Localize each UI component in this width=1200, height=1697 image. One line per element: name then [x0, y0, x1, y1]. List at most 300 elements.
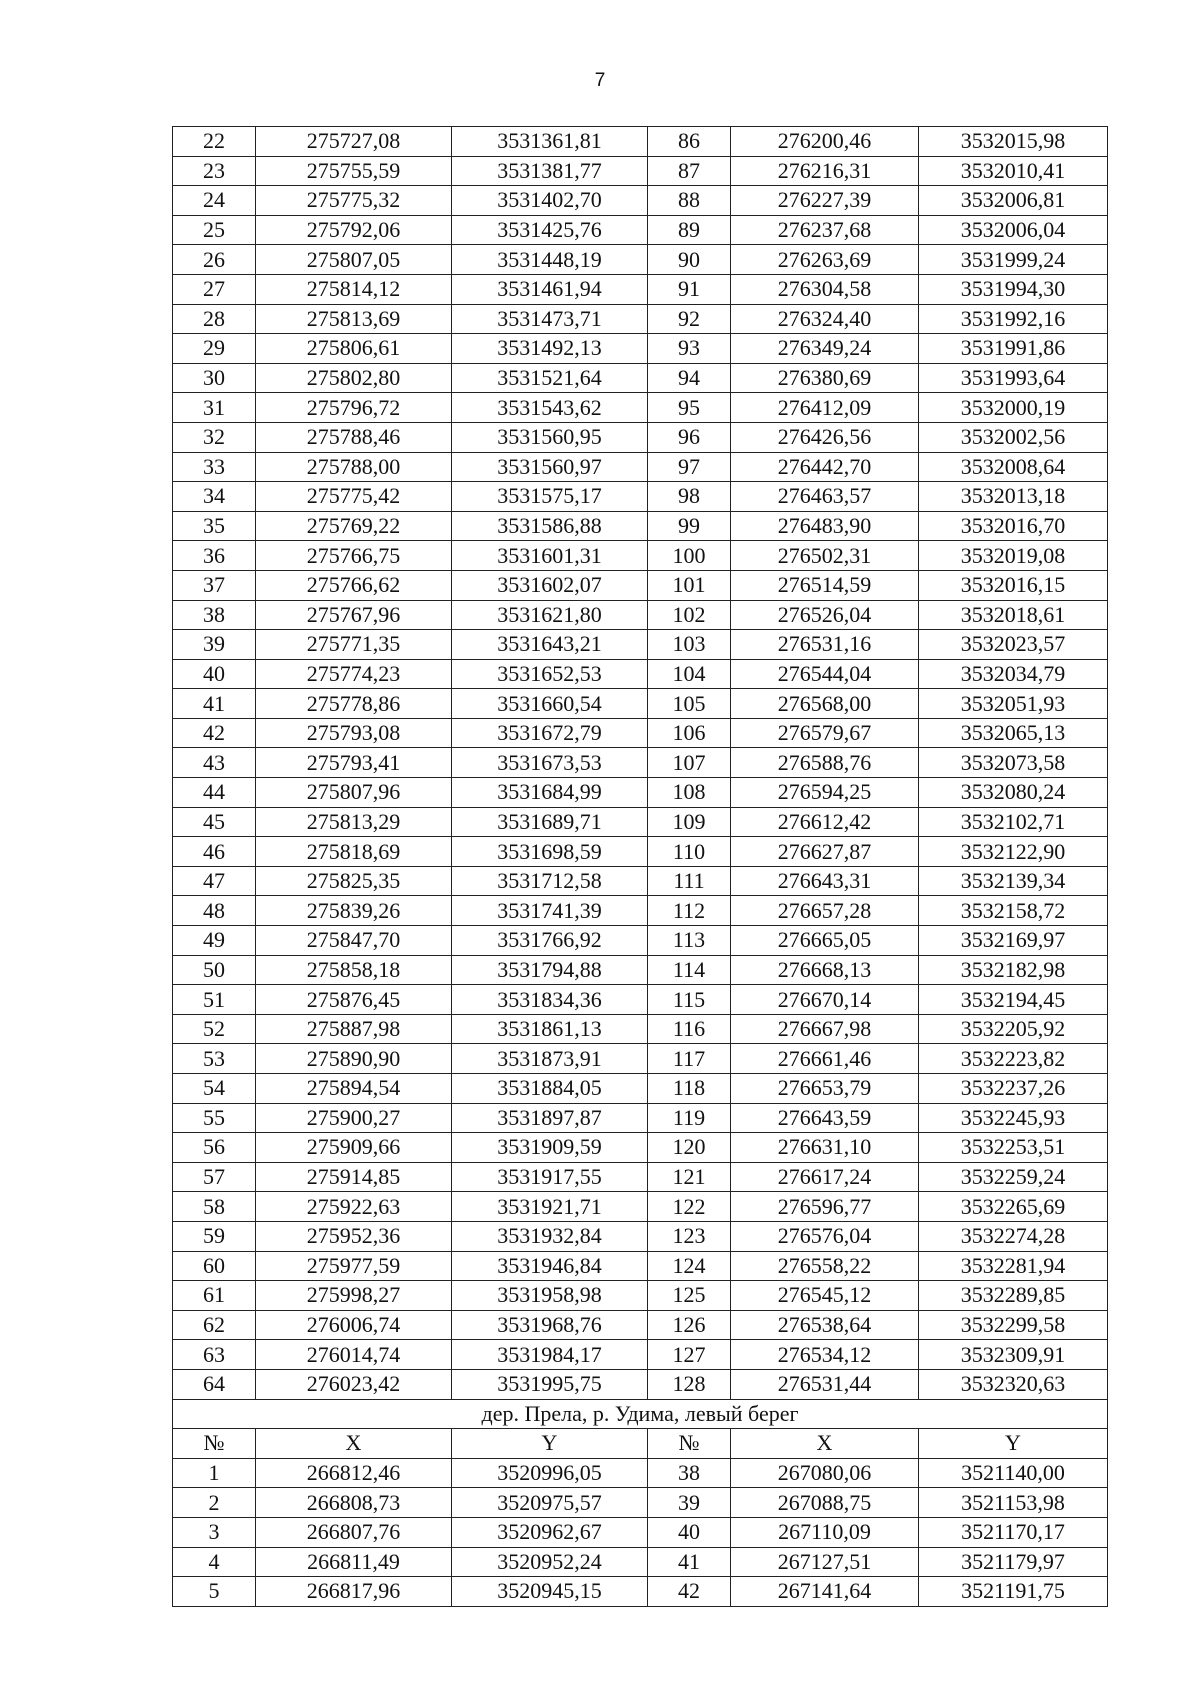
y-coordinate-cell: 3532205,92 [919, 1014, 1108, 1044]
y-coordinate-cell: 3532016,70 [919, 511, 1108, 541]
x-coordinate-cell: 267110,09 [731, 1517, 919, 1547]
y-coordinate-cell: 3521170,17 [919, 1517, 1108, 1547]
coordinates-table-top-section [173, 127, 1108, 1400]
point-number-cell: 102 [648, 600, 731, 630]
table-row [173, 1369, 1108, 1399]
y-coordinate-cell: 3532194,45 [919, 985, 1108, 1015]
point-number-cell: 114 [648, 955, 731, 985]
x-coordinate-cell: 276526,04 [731, 600, 919, 630]
x-coordinate-cell: 276594,25 [731, 778, 919, 808]
y-coordinate-cell: 3531575,17 [452, 482, 648, 512]
table-row [173, 363, 1108, 393]
table-row [173, 1517, 1108, 1547]
point-number-cell: 111 [648, 866, 731, 896]
point-number-cell: 123 [648, 1221, 731, 1251]
point-number-cell: 64 [173, 1369, 256, 1399]
point-number-cell: 24 [173, 186, 256, 216]
point-number-cell: 107 [648, 748, 731, 778]
point-number-cell: 106 [648, 718, 731, 748]
y-coordinate-cell: 3531712,58 [452, 866, 648, 896]
y-coordinate-cell: 3532016,15 [919, 570, 1108, 600]
x-coordinate-cell: 275767,96 [256, 600, 452, 630]
point-number-cell: 52 [173, 1014, 256, 1044]
x-coordinate-cell: 275818,69 [256, 837, 452, 867]
coordinates-table-section-title [173, 1399, 1108, 1429]
x-coordinate-cell: 276237,68 [731, 215, 919, 245]
point-number-cell: 97 [648, 452, 731, 482]
x-coordinate-cell: 276514,59 [731, 570, 919, 600]
x-coordinate-cell: 276657,28 [731, 896, 919, 926]
x-coordinate-cell: 275890,90 [256, 1044, 452, 1074]
y-coordinate-cell: 3531946,84 [452, 1251, 648, 1281]
point-number-cell: 46 [173, 837, 256, 867]
x-coordinate-cell: 276531,16 [731, 630, 919, 660]
point-number-cell: 39 [648, 1488, 731, 1518]
y-coordinate-cell: 3531560,95 [452, 422, 648, 452]
section-title: дер. Прела, р. Удима, левый берег [173, 1399, 1108, 1429]
point-number-cell: 63 [173, 1340, 256, 1370]
point-number-cell: 1 [173, 1458, 256, 1488]
point-number-cell: 98 [648, 482, 731, 512]
y-coordinate-cell: 3531834,36 [452, 985, 648, 1015]
coordinates-table-bottom-section [173, 1458, 1108, 1606]
y-coordinate-cell: 3532006,04 [919, 215, 1108, 245]
y-coordinate-cell: 3532000,19 [919, 393, 1108, 423]
y-coordinate-cell: 3531381,77 [452, 156, 648, 186]
y-coordinate-cell: 3532299,58 [919, 1310, 1108, 1340]
y-coordinate-cell: 3532158,72 [919, 896, 1108, 926]
x-coordinate-cell: 275894,54 [256, 1074, 452, 1104]
point-number-cell: 38 [648, 1458, 731, 1488]
header-x: X [256, 1429, 452, 1459]
point-number-cell: 58 [173, 1192, 256, 1222]
y-coordinate-cell: 3531861,13 [452, 1014, 648, 1044]
y-coordinate-cell: 3531995,75 [452, 1369, 648, 1399]
y-coordinate-cell: 3521140,00 [919, 1458, 1108, 1488]
point-number-cell: 54 [173, 1074, 256, 1104]
table-row [173, 1458, 1108, 1488]
x-coordinate-cell: 276412,09 [731, 393, 919, 423]
y-coordinate-cell: 3531492,13 [452, 334, 648, 364]
table-row [173, 1133, 1108, 1163]
x-coordinate-cell: 275876,45 [256, 985, 452, 1015]
x-coordinate-cell: 275796,72 [256, 393, 452, 423]
x-coordinate-cell: 266812,46 [256, 1458, 452, 1488]
x-coordinate-cell: 276304,58 [731, 274, 919, 304]
x-coordinate-cell: 276538,64 [731, 1310, 919, 1340]
x-coordinate-cell: 266808,73 [256, 1488, 452, 1518]
x-coordinate-cell: 267088,75 [731, 1488, 919, 1518]
x-coordinate-cell: 275806,61 [256, 334, 452, 364]
point-number-cell: 108 [648, 778, 731, 808]
point-number-cell: 128 [648, 1369, 731, 1399]
y-coordinate-cell: 3531932,84 [452, 1221, 648, 1251]
point-number-cell: 47 [173, 866, 256, 896]
x-coordinate-cell: 276227,39 [731, 186, 919, 216]
point-number-cell: 33 [173, 452, 256, 482]
table-header-row [173, 1429, 1108, 1459]
y-coordinate-cell: 3531958,98 [452, 1281, 648, 1311]
point-number-cell: 117 [648, 1044, 731, 1074]
x-coordinate-cell: 275755,59 [256, 156, 452, 186]
point-number-cell: 113 [648, 926, 731, 956]
y-coordinate-cell: 3531992,16 [919, 304, 1108, 334]
x-coordinate-cell: 275839,26 [256, 896, 452, 926]
point-number-cell: 59 [173, 1221, 256, 1251]
x-coordinate-cell: 275998,27 [256, 1281, 452, 1311]
point-number-cell: 42 [648, 1577, 731, 1607]
point-number-cell: 124 [648, 1251, 731, 1281]
table-row [173, 955, 1108, 985]
point-number-cell: 88 [648, 186, 731, 216]
y-coordinate-cell: 3532309,91 [919, 1340, 1108, 1370]
y-coordinate-cell: 3532013,18 [919, 482, 1108, 512]
point-number-cell: 86 [648, 127, 731, 157]
table-row [173, 482, 1108, 512]
x-coordinate-cell: 276502,31 [731, 541, 919, 571]
table-row [173, 511, 1108, 541]
point-number-cell: 44 [173, 778, 256, 808]
y-coordinate-cell: 3531425,76 [452, 215, 648, 245]
y-coordinate-cell: 3532051,93 [919, 689, 1108, 719]
table-row [173, 807, 1108, 837]
point-number-cell: 51 [173, 985, 256, 1015]
y-coordinate-cell: 3532245,93 [919, 1103, 1108, 1133]
point-number-cell: 25 [173, 215, 256, 245]
header-number: № [173, 1429, 256, 1459]
x-coordinate-cell: 266807,76 [256, 1517, 452, 1547]
x-coordinate-cell: 276442,70 [731, 452, 919, 482]
section-title-row [173, 1399, 1108, 1429]
table-row [173, 1340, 1108, 1370]
x-coordinate-cell: 276014,74 [256, 1340, 452, 1370]
y-coordinate-cell: 3531917,55 [452, 1162, 648, 1192]
x-coordinate-cell: 266817,96 [256, 1577, 452, 1607]
point-number-cell: 121 [648, 1162, 731, 1192]
x-coordinate-cell: 275977,59 [256, 1251, 452, 1281]
x-coordinate-cell: 275775,32 [256, 186, 452, 216]
point-number-cell: 49 [173, 926, 256, 956]
header-y: Y [919, 1429, 1108, 1459]
x-coordinate-cell: 275952,36 [256, 1221, 452, 1251]
x-coordinate-cell: 276534,12 [731, 1340, 919, 1370]
point-number-cell: 32 [173, 422, 256, 452]
point-number-cell: 31 [173, 393, 256, 423]
point-number-cell: 61 [173, 1281, 256, 1311]
x-coordinate-cell: 275775,42 [256, 482, 452, 512]
y-coordinate-cell: 3531543,62 [452, 393, 648, 423]
header-x: X [731, 1429, 919, 1459]
x-coordinate-cell: 276463,57 [731, 482, 919, 512]
y-coordinate-cell: 3532274,28 [919, 1221, 1108, 1251]
y-coordinate-cell: 3531602,07 [452, 570, 648, 600]
y-coordinate-cell: 3521179,97 [919, 1547, 1108, 1577]
x-coordinate-cell: 275766,62 [256, 570, 452, 600]
x-coordinate-cell: 276324,40 [731, 304, 919, 334]
table-row [173, 215, 1108, 245]
point-number-cell: 60 [173, 1251, 256, 1281]
table-row [173, 156, 1108, 186]
table-row [173, 393, 1108, 423]
table-row [173, 689, 1108, 719]
y-coordinate-cell: 3531684,99 [452, 778, 648, 808]
x-coordinate-cell: 276568,00 [731, 689, 919, 719]
table-row [173, 866, 1108, 896]
x-coordinate-cell: 276579,67 [731, 718, 919, 748]
table-row [173, 985, 1108, 1015]
x-coordinate-cell: 276545,12 [731, 1281, 919, 1311]
table-row [173, 630, 1108, 660]
table-row [173, 274, 1108, 304]
point-number-cell: 23 [173, 156, 256, 186]
x-coordinate-cell: 276200,46 [731, 127, 919, 157]
y-coordinate-cell: 3531672,79 [452, 718, 648, 748]
y-coordinate-cell: 3531473,71 [452, 304, 648, 334]
point-number-cell: 57 [173, 1162, 256, 1192]
point-number-cell: 105 [648, 689, 731, 719]
y-coordinate-cell: 3531984,17 [452, 1340, 648, 1370]
point-number-cell: 90 [648, 245, 731, 275]
point-number-cell: 48 [173, 896, 256, 926]
y-coordinate-cell: 3531521,64 [452, 363, 648, 393]
table-row [173, 837, 1108, 867]
point-number-cell: 101 [648, 570, 731, 600]
x-coordinate-cell: 276531,44 [731, 1369, 919, 1399]
point-number-cell: 37 [173, 570, 256, 600]
y-coordinate-cell: 3531909,59 [452, 1133, 648, 1163]
point-number-cell: 27 [173, 274, 256, 304]
x-coordinate-cell: 267080,06 [731, 1458, 919, 1488]
table-row [173, 926, 1108, 956]
point-number-cell: 125 [648, 1281, 731, 1311]
y-coordinate-cell: 3532237,26 [919, 1074, 1108, 1104]
point-number-cell: 91 [648, 274, 731, 304]
x-coordinate-cell: 276263,69 [731, 245, 919, 275]
table-row [173, 186, 1108, 216]
table-row [173, 659, 1108, 689]
x-coordinate-cell: 276631,10 [731, 1133, 919, 1163]
table-row [173, 718, 1108, 748]
y-coordinate-cell: 3532080,24 [919, 778, 1108, 808]
table-row [173, 541, 1108, 571]
x-coordinate-cell: 276483,90 [731, 511, 919, 541]
x-coordinate-cell: 276596,77 [731, 1192, 919, 1222]
y-coordinate-cell: 3520952,24 [452, 1547, 648, 1577]
y-coordinate-cell: 3521191,75 [919, 1577, 1108, 1607]
point-number-cell: 112 [648, 896, 731, 926]
y-coordinate-cell: 3531994,30 [919, 274, 1108, 304]
table-row [173, 1310, 1108, 1340]
point-number-cell: 41 [648, 1547, 731, 1577]
x-coordinate-cell: 276216,31 [731, 156, 919, 186]
table-row [173, 1281, 1108, 1311]
y-coordinate-cell: 3532289,85 [919, 1281, 1108, 1311]
x-coordinate-cell: 275727,08 [256, 127, 452, 157]
x-coordinate-cell: 276006,74 [256, 1310, 452, 1340]
x-coordinate-cell: 275807,05 [256, 245, 452, 275]
y-coordinate-cell: 3532281,94 [919, 1251, 1108, 1281]
point-number-cell: 34 [173, 482, 256, 512]
x-coordinate-cell: 276653,79 [731, 1074, 919, 1104]
table-row [173, 600, 1108, 630]
point-number-cell: 3 [173, 1517, 256, 1547]
y-coordinate-cell: 3532169,97 [919, 926, 1108, 956]
x-coordinate-cell: 276643,59 [731, 1103, 919, 1133]
x-coordinate-cell: 275887,98 [256, 1014, 452, 1044]
point-number-cell: 22 [173, 127, 256, 157]
point-number-cell: 122 [648, 1192, 731, 1222]
table-row [173, 1221, 1108, 1251]
point-number-cell: 41 [173, 689, 256, 719]
y-coordinate-cell: 3521153,98 [919, 1488, 1108, 1518]
y-coordinate-cell: 3531660,54 [452, 689, 648, 719]
y-coordinate-cell: 3532023,57 [919, 630, 1108, 660]
x-coordinate-cell: 276426,56 [731, 422, 919, 452]
x-coordinate-cell: 275788,46 [256, 422, 452, 452]
x-coordinate-cell: 275825,35 [256, 866, 452, 896]
point-number-cell: 100 [648, 541, 731, 571]
point-number-cell: 116 [648, 1014, 731, 1044]
x-coordinate-cell: 275766,75 [256, 541, 452, 571]
y-coordinate-cell: 3531448,19 [452, 245, 648, 275]
table-row [173, 127, 1108, 157]
x-coordinate-cell: 275922,63 [256, 1192, 452, 1222]
point-number-cell: 110 [648, 837, 731, 867]
y-coordinate-cell: 3531689,71 [452, 807, 648, 837]
y-coordinate-cell: 3532265,69 [919, 1192, 1108, 1222]
point-number-cell: 119 [648, 1103, 731, 1133]
point-number-cell: 38 [173, 600, 256, 630]
point-number-cell: 115 [648, 985, 731, 1015]
y-coordinate-cell: 3532019,08 [919, 541, 1108, 571]
page-number: 7 [594, 70, 606, 91]
x-coordinate-cell: 275900,27 [256, 1103, 452, 1133]
y-coordinate-cell: 3532006,81 [919, 186, 1108, 216]
y-coordinate-cell: 3532182,98 [919, 955, 1108, 985]
y-coordinate-cell: 3531652,53 [452, 659, 648, 689]
point-number-cell: 35 [173, 511, 256, 541]
y-coordinate-cell: 3531621,80 [452, 600, 648, 630]
y-coordinate-cell: 3532259,24 [919, 1162, 1108, 1192]
point-number-cell: 62 [173, 1310, 256, 1340]
x-coordinate-cell: 267127,51 [731, 1547, 919, 1577]
point-number-cell: 92 [648, 304, 731, 334]
header-y: Y [452, 1429, 648, 1459]
y-coordinate-cell: 3531586,88 [452, 511, 648, 541]
y-coordinate-cell: 3531873,91 [452, 1044, 648, 1074]
y-coordinate-cell: 3532139,34 [919, 866, 1108, 896]
y-coordinate-cell: 3520975,57 [452, 1488, 648, 1518]
y-coordinate-cell: 3531361,81 [452, 127, 648, 157]
x-coordinate-cell: 275792,06 [256, 215, 452, 245]
x-coordinate-cell: 275774,23 [256, 659, 452, 689]
y-coordinate-cell: 3532008,64 [919, 452, 1108, 482]
table-row [173, 452, 1108, 482]
y-coordinate-cell: 3531560,97 [452, 452, 648, 482]
point-number-cell: 104 [648, 659, 731, 689]
table-row [173, 245, 1108, 275]
y-coordinate-cell: 3532010,41 [919, 156, 1108, 186]
x-coordinate-cell: 275802,80 [256, 363, 452, 393]
x-coordinate-cell: 275788,00 [256, 452, 452, 482]
x-coordinate-cell: 275814,12 [256, 274, 452, 304]
point-number-cell: 50 [173, 955, 256, 985]
point-number-cell: 39 [173, 630, 256, 660]
x-coordinate-cell: 275778,86 [256, 689, 452, 719]
x-coordinate-cell: 275858,18 [256, 955, 452, 985]
y-coordinate-cell: 3532253,51 [919, 1133, 1108, 1163]
x-coordinate-cell: 275769,22 [256, 511, 452, 541]
y-coordinate-cell: 3520945,15 [452, 1577, 648, 1607]
y-coordinate-cell: 3531766,92 [452, 926, 648, 956]
y-coordinate-cell: 3531673,53 [452, 748, 648, 778]
x-coordinate-cell: 276380,69 [731, 363, 919, 393]
point-number-cell: 120 [648, 1133, 731, 1163]
point-number-cell: 40 [648, 1517, 731, 1547]
x-coordinate-cell: 275847,70 [256, 926, 452, 956]
y-coordinate-cell: 3520962,67 [452, 1517, 648, 1547]
x-coordinate-cell: 276665,05 [731, 926, 919, 956]
point-number-cell: 43 [173, 748, 256, 778]
table-row [173, 422, 1108, 452]
table-row [173, 1577, 1108, 1607]
x-coordinate-cell: 275771,35 [256, 630, 452, 660]
y-coordinate-cell: 3531884,05 [452, 1074, 648, 1104]
y-coordinate-cell: 3532018,61 [919, 600, 1108, 630]
y-coordinate-cell: 3532122,90 [919, 837, 1108, 867]
table-row [173, 1044, 1108, 1074]
x-coordinate-cell: 275807,96 [256, 778, 452, 808]
point-number-cell: 118 [648, 1074, 731, 1104]
y-coordinate-cell: 3531698,59 [452, 837, 648, 867]
y-coordinate-cell: 3531741,39 [452, 896, 648, 926]
point-number-cell: 94 [648, 363, 731, 393]
header-number: № [648, 1429, 731, 1459]
table-row [173, 1192, 1108, 1222]
x-coordinate-cell: 275793,41 [256, 748, 452, 778]
point-number-cell: 42 [173, 718, 256, 748]
y-coordinate-cell: 3520996,05 [452, 1458, 648, 1488]
x-coordinate-cell: 276670,14 [731, 985, 919, 1015]
table-row [173, 334, 1108, 364]
x-coordinate-cell: 276612,42 [731, 807, 919, 837]
point-number-cell: 30 [173, 363, 256, 393]
point-number-cell: 53 [173, 1044, 256, 1074]
point-number-cell: 28 [173, 304, 256, 334]
point-number-cell: 96 [648, 422, 731, 452]
point-number-cell: 45 [173, 807, 256, 837]
y-coordinate-cell: 3532002,56 [919, 422, 1108, 452]
y-coordinate-cell: 3531921,71 [452, 1192, 648, 1222]
x-coordinate-cell: 276627,87 [731, 837, 919, 867]
y-coordinate-cell: 3531794,88 [452, 955, 648, 985]
x-coordinate-cell: 276588,76 [731, 748, 919, 778]
point-number-cell: 93 [648, 334, 731, 364]
coordinates-table-header [173, 1429, 1108, 1459]
point-number-cell: 2 [173, 1488, 256, 1518]
table-row [173, 1251, 1108, 1281]
x-coordinate-cell: 275914,85 [256, 1162, 452, 1192]
x-coordinate-cell: 276661,46 [731, 1044, 919, 1074]
table-row [173, 304, 1108, 334]
point-number-cell: 26 [173, 245, 256, 275]
y-coordinate-cell: 3531968,76 [452, 1310, 648, 1340]
table-row [173, 1103, 1108, 1133]
y-coordinate-cell: 3531402,70 [452, 186, 648, 216]
table-row [173, 1014, 1108, 1044]
point-number-cell: 95 [648, 393, 731, 423]
y-coordinate-cell: 3532102,71 [919, 807, 1108, 837]
